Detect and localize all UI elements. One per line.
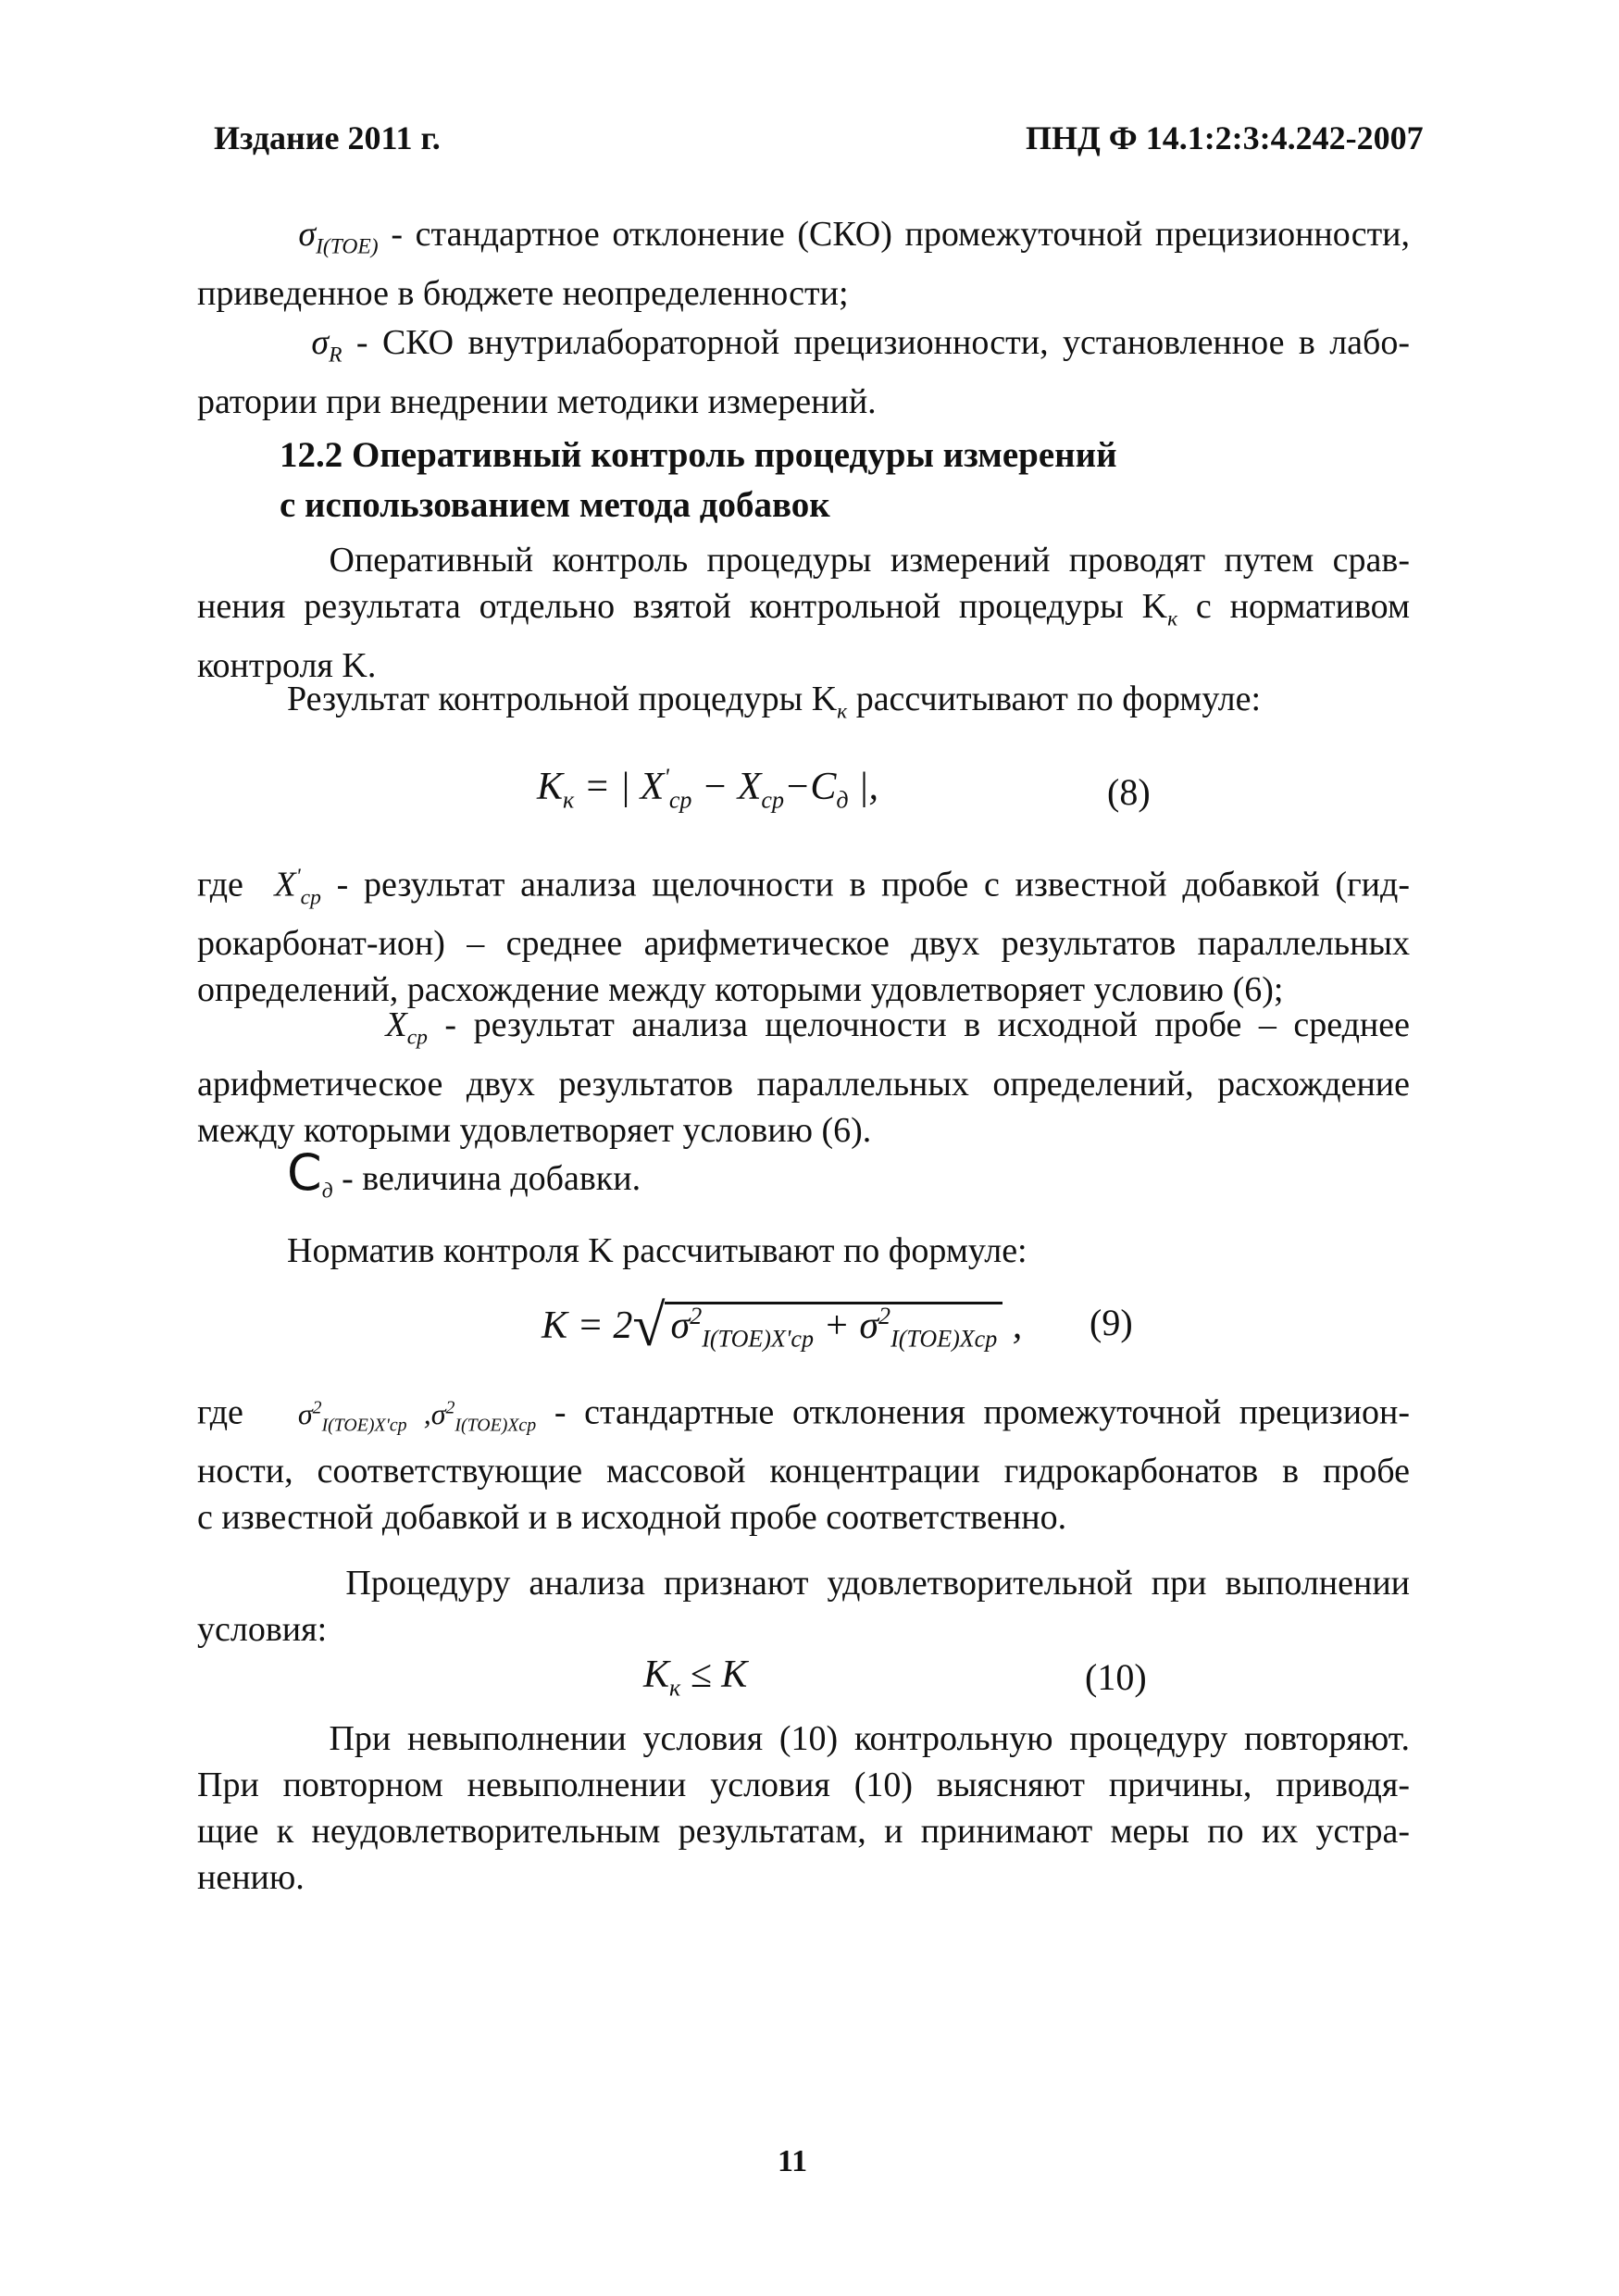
definition-text-cont: арифметическое двух результатов параллельных определений, расхождение xyxy=(197,1064,1410,1104)
definition-text-cont: рокарбонат-ион) – среднее арифметическое двух результатов параллельных xyxy=(197,924,1410,964)
formula-symbol: K xyxy=(537,766,564,808)
subscript: ср xyxy=(406,1025,428,1050)
page-number: 11 xyxy=(778,2144,808,2178)
definition-text-cont: с известной добавкой и в исходной пробе соответственно. xyxy=(197,1498,1067,1538)
definition-x-avg xyxy=(197,1002,1410,1154)
definition-text-cont: ратории при внедрении методики измерений. xyxy=(197,381,877,421)
definition-c-addition xyxy=(287,1143,1120,1215)
subscript: к xyxy=(837,699,848,724)
section-heading-line1: 12.2 Оперативный контроль процедуры измерений xyxy=(280,435,1117,475)
para-line: При невыполнении условия (10) контрольную процедуру повторяют. xyxy=(329,1719,1410,1758)
para-line: Оперативный контроль процедуры измерений проводят путем срав- xyxy=(329,541,1411,580)
sigma-subscript: I(TOE) xyxy=(316,234,379,259)
formula-8-number: (8) xyxy=(1107,771,1151,813)
para-line: нения результата отдельно взятой контрольной процедуры K xyxy=(197,587,1168,626)
formula-8: $K_к$ = | $X'_{ср} - X_{ср}-C_д$ |, xyxy=(537,764,879,814)
definition-x-prime: где $X'_{ср}$ - результат анализа щелочности в пробе с известной добавкой (гид- рокарбонат-ион) – среднее арифметическое двух результатов параллельных определений, расхождение между которыми удовлетворяет условию (6); xyxy=(197,854,1410,1013)
definition-sigma-i-toe xyxy=(197,211,1410,317)
para-text: Результат контрольной процедуры K xyxy=(287,680,838,718)
c-symbol: C xyxy=(287,1143,322,1202)
definition-text-cont: приведенное в бюджете неопределенности; xyxy=(197,273,849,313)
para-line: нению. xyxy=(197,1858,305,1897)
formula-9-number: (9) xyxy=(1090,1302,1133,1343)
para-line: контроля K. xyxy=(197,645,377,685)
definition-text-cont: между которыми удовлетворяет условию (6). xyxy=(197,1110,872,1150)
definition-text: - результат анализа щелочности в исходной пробе – среднее xyxy=(444,1005,1410,1044)
where-label: где xyxy=(197,865,243,905)
para-line: Процедуру анализа признают удовлетворительной при выполнении xyxy=(345,1564,1410,1603)
header-edition: Издание 2011 г. xyxy=(214,119,441,156)
section-heading-line2: с использованием метода добавок xyxy=(280,485,830,525)
definition-text: - СКО внутрилабораторной прецизионности, установленное в лабо- xyxy=(355,323,1411,362)
definition-text: - результат анализа щелочности в пробе с известной добавкой (гид- xyxy=(336,865,1410,905)
definition-text: - стандартное отклонение (СКО) промежуточной прецизионности, xyxy=(391,215,1411,254)
x-symbol: X xyxy=(385,1005,407,1044)
x-symbol: X xyxy=(274,865,296,905)
formula-10: $K_к \le K$ xyxy=(643,1653,748,1702)
para-line: условия: xyxy=(197,1610,328,1649)
sigma-subscript: R xyxy=(329,343,342,368)
paragraph-repeat xyxy=(197,1716,1410,1901)
section-heading xyxy=(280,430,1390,530)
header-doc-code: ПНД Ф 14.1:2:3:4.242-2007 xyxy=(1026,119,1424,156)
where-label: где xyxy=(197,1392,243,1432)
formula-10-number: (10) xyxy=(1085,1656,1147,1698)
definition-text-cont: ности, соответствующие массовой концентрации гидрокарбонатов в пробе xyxy=(197,1452,1410,1491)
paragraph-control-intro xyxy=(197,537,1410,689)
formula-9: K = 2√ $\sigma^2_{I(TOE)X'ср} + \sigma^2_{I(TOE)Xср}$ , xyxy=(542,1292,1023,1358)
para-line-tail: с нормативом xyxy=(1177,587,1411,626)
paragraph-norm-intro: Норматив контроля K рассчитывают по формуле: xyxy=(287,1231,1027,1270)
subscript: д xyxy=(321,1179,333,1204)
paragraph-formula-intro xyxy=(287,676,1416,735)
sigma-symbol: σ xyxy=(311,323,330,362)
sigma-symbol: σ xyxy=(298,215,317,254)
subscript: к xyxy=(1167,606,1178,631)
paragraph-condition xyxy=(197,1560,1410,1653)
definition-text-cont: определений, расхождение между которыми удовлетворяет условию (6); xyxy=(197,970,1284,1010)
definition-sigma-pair: где $\sigma^2_{I(TOE)X'ср}$ $,\sigma^2_{I(TOE)Xср}$ - стандартные отклонения промежуточной прецизион- ности, соответствующие массовой концентрации гидрокарбонатов в пробе с известной добавкой и в исходной пробе соответственно. xyxy=(197,1384,1410,1541)
para-line: щие к неудовлетворительным результатам, и принимают меры по их устра- xyxy=(197,1812,1410,1851)
definition-text: - величина добавки. xyxy=(342,1159,641,1198)
definition-sigma-r xyxy=(197,319,1410,425)
definition-text: - стандартные отклонения промежуточной прецизион- xyxy=(554,1392,1411,1432)
para-text-tail: рассчитывают по формуле: xyxy=(847,680,1262,718)
para-line: При повторном невыполнении условия (10) выясняют причины, приводя- xyxy=(197,1766,1410,1804)
